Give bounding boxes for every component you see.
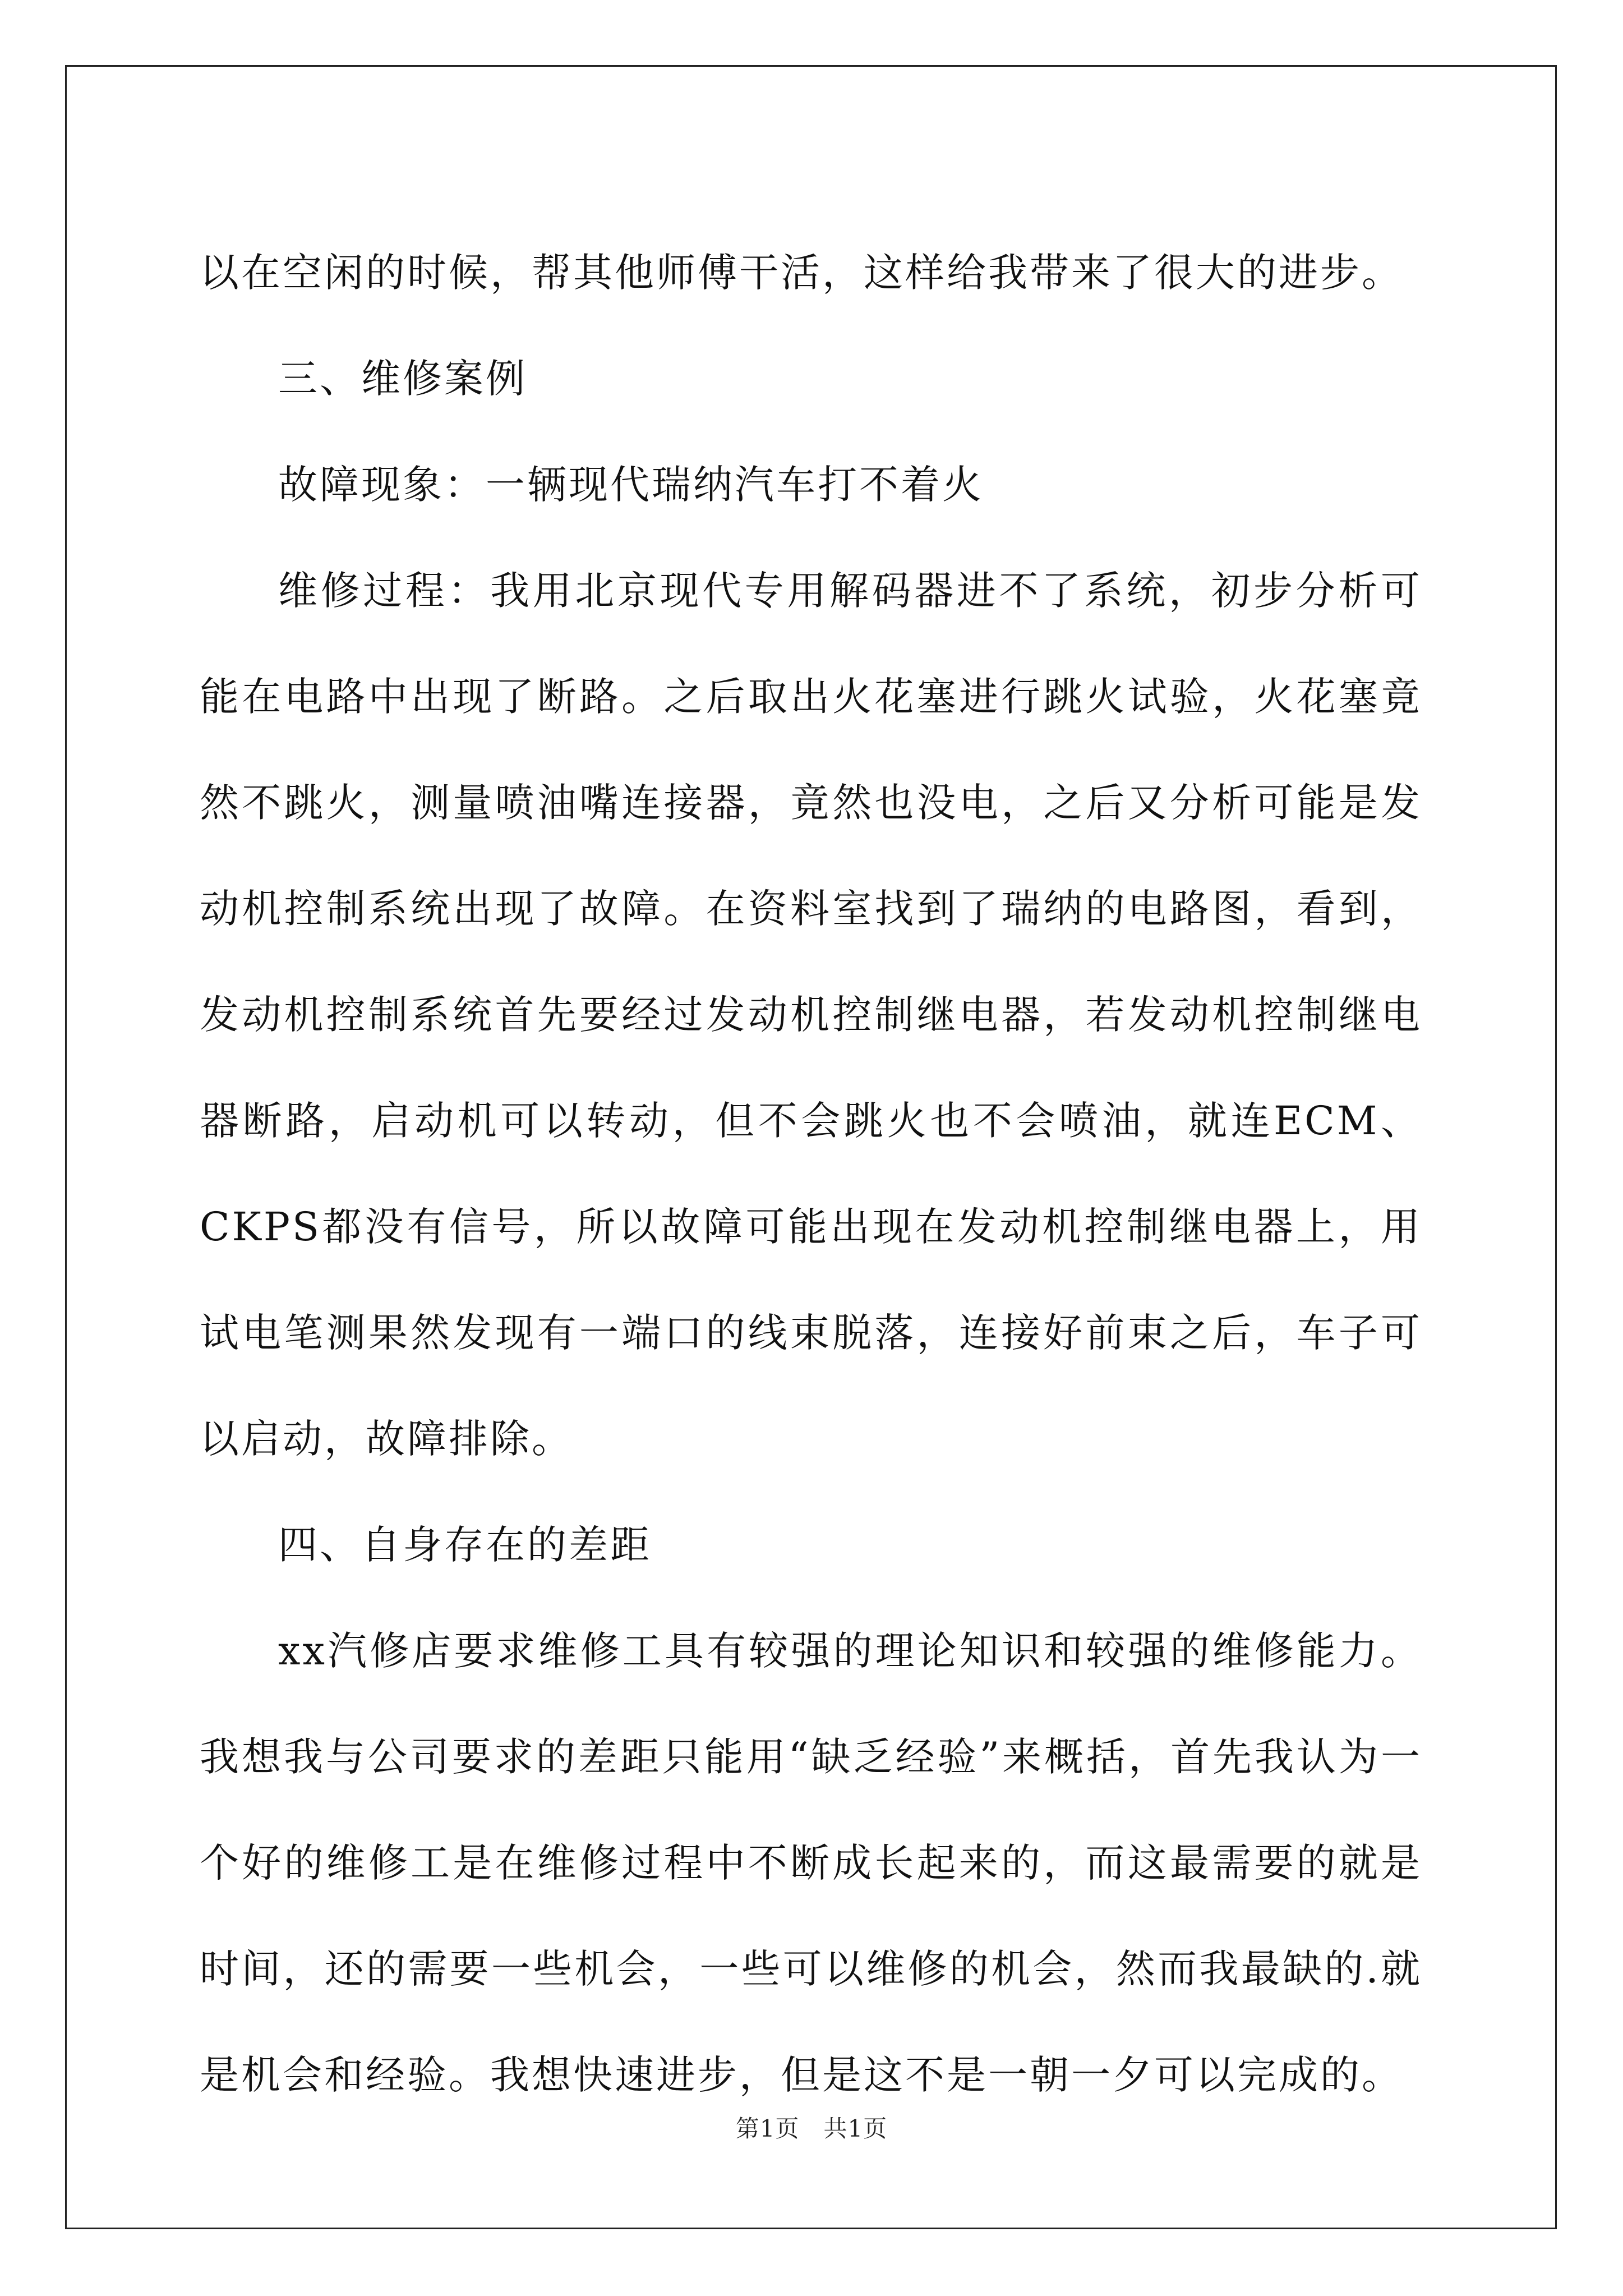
gap-description: xx汽修店要求维修工具有较强的理论知识和较强的维修能力。我想我与公司要求的差距只能用“缺乏经验”来概括，首先我认为一个好的维修工是在维修过程中不断成长起来的，而这最需要的就是时间，还的需要一些机会，一些可以维修的机会，然而我最缺的.就是机会和经验。我想快速进步，但是这不是一朝一夕可以完成的。 — [200, 1628, 1422, 2098]
section-heading-gap: 四、自身存在的差距 — [278, 1522, 652, 1568]
document-body — [200, 220, 1422, 2128]
repair-process: 维修过程：我用北京现代专用解码器进不了系统，初步分析可能在电路中出现了断路。之后取出火花塞进行跳火试验，火花塞竟然不跳火，测量喷油嘴连接器，竟然也没电，之后又分析可能是发动机控制系统出现了故障。在资料室找到了瑞纳的电路图，看到，发动机控制系统首先要经过发动机控制继电器，若发动机控制继电器断路，启动机可以转动，但不会跳火也不会喷油，就连ECM、CKPS都没有信号，所以故障可能出现在发动机控制继电器上，用试电笔测果然发现有一端口的线束脱落，连接好前束之后，车子可以启动，故障排除。 — [200, 568, 1422, 1462]
paragraph-continuation: 以在空闲的时候，帮其他师傅干活，这样给我带来了很大的进步。 — [200, 250, 1403, 296]
page-number: 第1页 — [735, 2115, 800, 2142]
section-heading-repair-case: 三、维修案例 — [278, 356, 527, 402]
fault-symptom: 故障现象：一辆现代瑞纳汽车打不着火 — [278, 462, 984, 508]
page-total: 共1页 — [823, 2115, 888, 2142]
page-footer — [0, 2110, 1623, 2144]
